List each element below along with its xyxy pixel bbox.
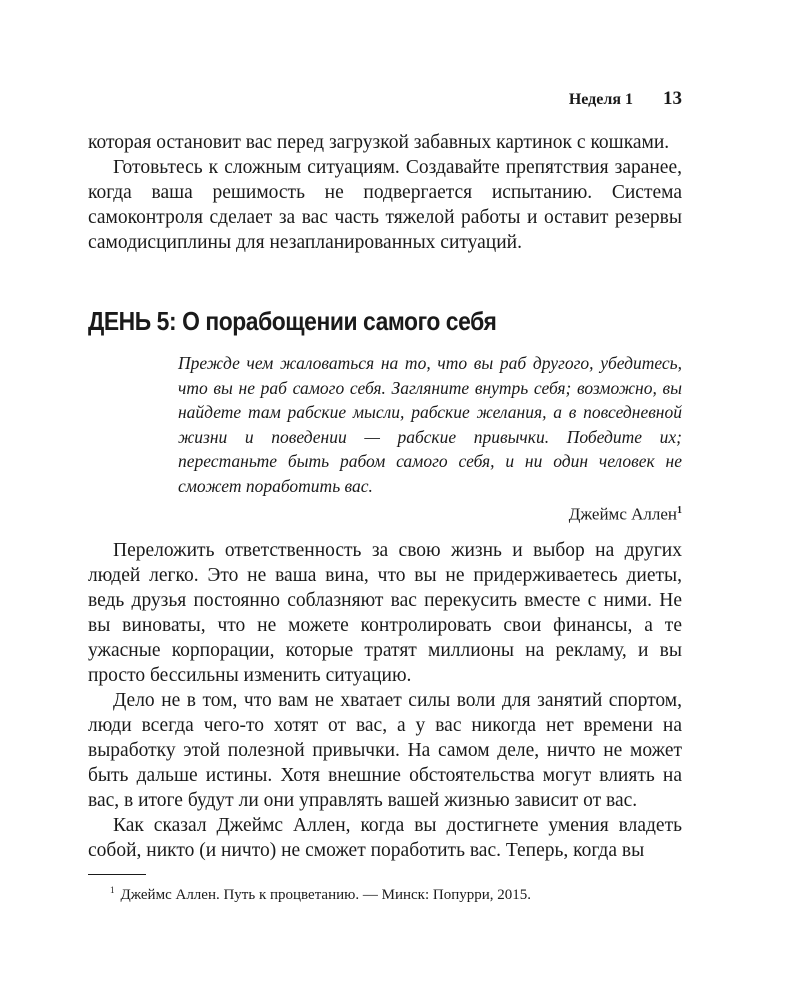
- body-text-main: [88, 538, 682, 863]
- paragraph: Как сказал Джеймс Аллен, когда вы достигнете умения владеть собой, никто (и ничто) не сможет поработить вас. Теперь, когда вы: [88, 815, 682, 861]
- paragraph: Переложить ответственность за свою жизнь и выбор на других людей легко. Это не ваша вина, что вы не придерживаетесь диеты, ведь друзья постоянно соблазняют вас перекусить вместе с ними. Не вы виноваты, что не можете контролировать свои финансы, а те ужасные корпорации, которые тратят миллионы на рекламу, и вы просто бессильны изменить ситуацию.: [88, 540, 682, 686]
- footnote-marker: 1: [110, 885, 115, 895]
- footnote-text: Джеймс Аллен. Путь к процветанию. — Минск: Попурри, 2015.: [120, 887, 531, 903]
- footnote: [110, 880, 531, 905]
- running-header: [569, 88, 682, 110]
- footnote-separator: [88, 874, 146, 875]
- running-header-section: Неделя 1: [568, 91, 633, 108]
- book-page: [88, 0, 682, 1000]
- epigraph-quote: Прежде чем жаловаться на то, что вы раб другого, убедитесь, что вы не раб самого себя. Загляните внутрь себя; возможно, вы найдете там рабские мысли, рабские желания, а в повседневной жизни и поведении — рабские привычки. Победите их; перестаньте быть рабом самого себя, и ни один человек не сможет поработить вас.: [178, 353, 682, 496]
- paragraph: Готовьтесь к сложным ситуациям. Создавайте препятствия заранее, когда ваша решимость не подвергается испытанию. Система самоконтроля сделает за вас часть тяжелой работы и оставит резервы самодисциплины для незапланированных ситуаций.: [88, 157, 682, 253]
- body-text-top: [88, 130, 682, 255]
- page-number: 13: [663, 88, 682, 109]
- paragraph: которая остановит вас перед загрузкой забавных картинок с кошками.: [88, 132, 670, 153]
- footnote-reference: 1: [677, 505, 682, 516]
- epigraph: [178, 351, 682, 527]
- chapter-heading: ДЕНЬ 5: О порабощении самого себя: [88, 306, 497, 336]
- paragraph: Дело не в том, что вам не хватает силы воли для занятий спортом, люди всегда чего-то хотят от вас, а у вас никогда нет времени на выработку этой полезной привычки. На самом деле, ничто не может быть дальше истины. Хотя внешние обстоятельства могут влиять на вас, в итоге будут ли они управлять вашей жизнью зависит от вас.: [88, 690, 682, 811]
- epigraph-attribution: [178, 499, 682, 527]
- epigraph-author: Джеймс Аллен: [568, 504, 677, 524]
